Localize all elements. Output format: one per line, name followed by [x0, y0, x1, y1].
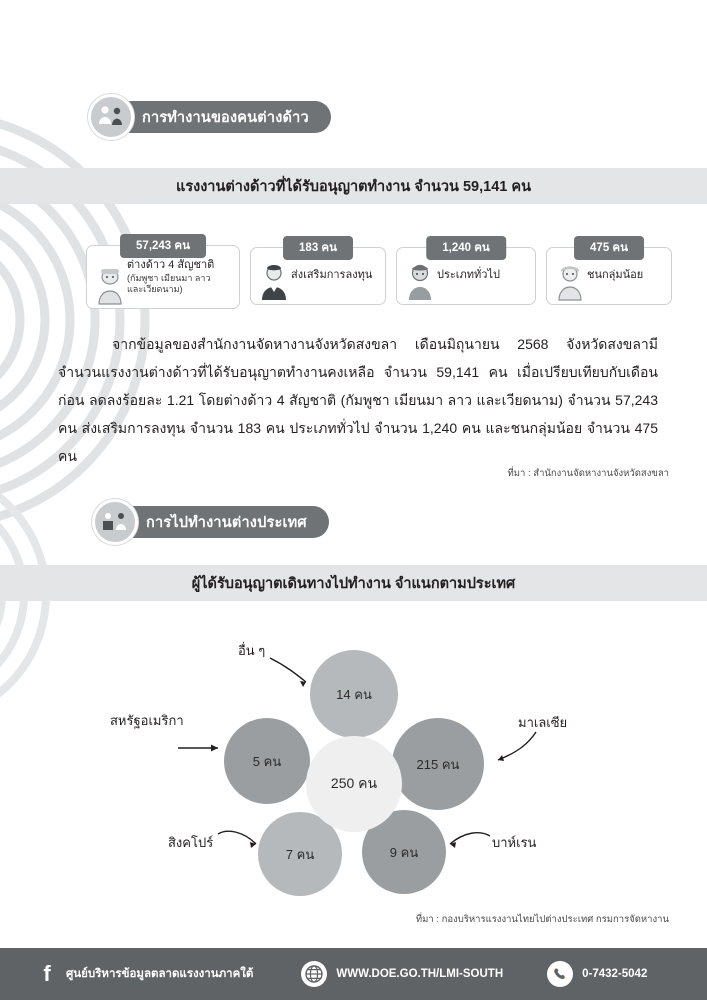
stat-card-label: ชนกลุ่มน้อย	[587, 269, 644, 282]
travel-workers-icon	[100, 507, 130, 537]
facebook-icon[interactable]: f	[36, 961, 58, 987]
footer-brand	[36, 961, 253, 987]
stat-card-value: 57,243 คน	[120, 234, 206, 258]
stat-card-text	[291, 269, 372, 283]
arrow-singapore-icon	[216, 826, 266, 866]
chart-petal-other	[310, 650, 398, 738]
source-note-2: ที่มา : กองบริหารแรงงานไทยไปต่างประเทศ กรมการจัดหางาน	[415, 914, 669, 925]
phone-icon	[547, 961, 573, 987]
worker-woman-icon	[93, 266, 127, 306]
chart-center-value: 250 คน	[330, 775, 378, 791]
stat-card-value: 1,240 คน	[426, 236, 506, 260]
source-note-1: ที่มา : สำนักงานจัดหางานจังหวัดสงขลา	[507, 468, 669, 479]
section-title-2: ผู้ได้รับอนุญาตเดินทางไปทำงาน จำแนกตามประเทศ	[191, 575, 516, 592]
stat-card-label: ต่างด้าว 4 สัญชาติ	[127, 258, 215, 271]
chart-center-total	[306, 736, 402, 832]
stat-card	[86, 240, 240, 309]
stat-card-text	[587, 269, 643, 283]
footer-website-label: WWW.DOE.GO.TH/LMI-SOUTH	[336, 968, 504, 980]
chart-label-singapore: สิงคโปร์	[168, 835, 214, 850]
globe-icon	[301, 961, 327, 987]
section-header-overseas-work	[92, 505, 329, 539]
chart-value-usa: 5 คน	[252, 753, 282, 769]
chart-label-other: อื่น ๆ	[238, 643, 266, 658]
overseas-worker-icon	[92, 499, 138, 545]
stat-card-label: ประเภททั่วไป	[437, 269, 501, 282]
page-top-margin	[0, 0, 707, 26]
stat-card	[250, 242, 386, 305]
chart-value-other: 14 คน	[336, 686, 372, 702]
chart-label-bahrain: บาห์เรน	[492, 835, 537, 850]
footer-phone	[547, 961, 647, 987]
chart-label-malaysia: มาเลเซีย	[518, 715, 568, 730]
stat-card	[396, 242, 536, 305]
section-header-foreign-workers	[88, 100, 331, 134]
chart-petal-usa	[224, 718, 310, 804]
chart-value-singapore: 7 คน	[285, 846, 315, 862]
stat-card	[546, 242, 672, 305]
section-header-label-1: การทำงานของคนต่างด้าว	[112, 101, 331, 133]
body-paragraph: จากข้อมูลของสำนักงานจัดหางานจังหวัดสงขลา เดือนมิถุนายน 2568 จังหวัดสงขลามีจำนวนแรงงานต่างด้าวที่ได้รับอนุญาตทำงานคงเหลือ จำนวน 59,141 คน เมื่อเปรียบเทียบกับเดือนก่อน ลดลงร้อยละ 1.21 โดยต่างด้าว 4 สัญชาติ (กัมพูชา เมียนมา ลาว และเวียดนาม) จำนวน 57,243 คน ส่งเสริมการลงทุน จำนวน 183 คน ประเภททั่วไป จำนวน 1,240 คน และชนกลุ่มน้อย จำนวน 475 คน	[58, 336, 658, 464]
section-title-1: แรงงานต่างด้าวที่ได้รับอนุญาตทำงาน จำนวน 59,141 คน	[176, 178, 531, 195]
chart-petal-malaysia	[392, 718, 484, 810]
section-title-bar-1	[0, 168, 707, 204]
stat-card-text	[437, 269, 500, 283]
two-workers-icon	[96, 102, 126, 132]
footer-website[interactable]	[301, 961, 503, 987]
country-flower-chart	[0, 620, 707, 900]
stat-card-value: 475 คน	[574, 236, 644, 260]
stat-card-text	[127, 259, 214, 295]
chart-value-bahrain: 9 คน	[389, 844, 419, 860]
section-header-label-2: การไปทำงานต่างประเทศ	[116, 506, 329, 538]
chart-label-usa: สหรัฐอเมริกา	[110, 713, 184, 728]
businessman-icon	[257, 262, 291, 302]
section-title-bar-2	[0, 565, 707, 601]
arrow-malaysia-icon	[484, 730, 540, 770]
stat-card-label: ส่งเสริมการลงทุน	[291, 269, 373, 282]
chart-value-malaysia: 215 คน	[416, 756, 460, 772]
foreign-worker-icon	[88, 94, 134, 140]
arrow-other-icon	[268, 656, 318, 692]
arrow-usa-icon	[176, 726, 232, 762]
footer-brand-label: ศูนย์บริหารข้อมูลตลาดแรงงานภาคใต้	[66, 968, 254, 980]
footer-phone-label: 0-7432-5042	[582, 968, 648, 980]
minority-person-icon	[553, 262, 587, 302]
stat-card-value: 183 คน	[283, 236, 353, 260]
arrow-bahrain-icon	[440, 828, 496, 868]
page-footer	[0, 948, 707, 1000]
person-general-icon	[403, 262, 437, 302]
stat-card-sub2: และเวียดนาม)	[127, 283, 183, 294]
stat-card-group	[78, 235, 644, 307]
stat-card-sub1: (กัมพูชา เมียนมา ลาว	[127, 272, 211, 283]
